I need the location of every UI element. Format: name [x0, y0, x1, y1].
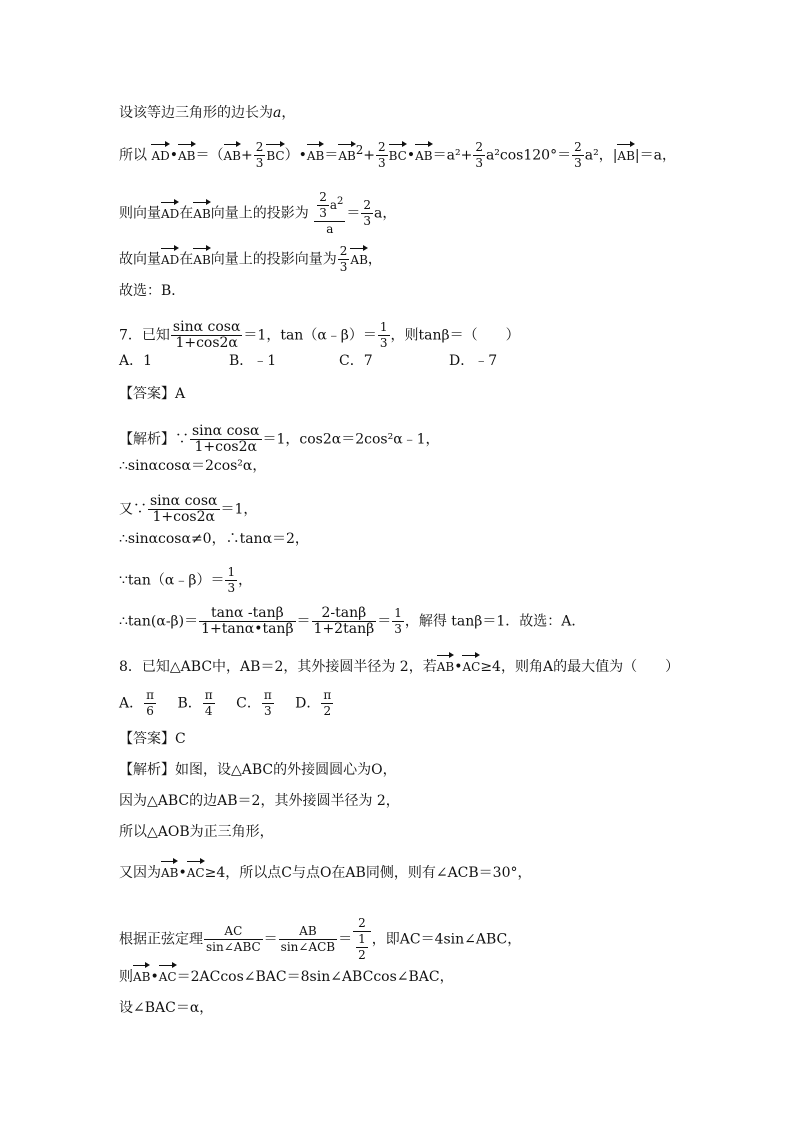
text: a²cos120°	[485, 147, 558, 164]
solution-8-line7	[119, 999, 213, 1017]
line-projection-vector	[119, 244, 382, 275]
fraction-2-3: $\frac{2}{3}$	[255, 140, 264, 170]
vector-ab: AB	[338, 141, 355, 165]
text: 根据正弦定理	[119, 931, 203, 948]
solution-7-line2	[119, 457, 266, 475]
text: ＝2ACcos∠BAC＝8sin∠ABCcos∠BAC，	[176, 969, 454, 985]
fraction-2-tan: $\frac{2-\tan\beta}{1+2\tan\beta}$	[313, 605, 375, 637]
question-8-options	[119, 688, 334, 719]
dot: •	[298, 147, 307, 164]
text: ∵tan（α﹣β）＝	[119, 572, 225, 589]
text: 向量上的投影向量为	[210, 251, 337, 268]
plus: +	[240, 147, 253, 164]
text: 【答案】C	[119, 731, 186, 747]
option-d: D．﹣7	[449, 353, 498, 369]
text: 故向量	[119, 251, 161, 268]
line-projection	[119, 190, 396, 237]
vector-bc: BC	[266, 141, 284, 165]
fraction-2-3: $\frac{2}{3}$	[377, 140, 386, 170]
vector-ab: AB	[415, 141, 432, 165]
text: 所以△AOB为正三角形，	[119, 824, 274, 840]
text: ≥4，所以点C与点O在AB同侧，则有∠ACB＝30°，	[204, 865, 532, 881]
solution-7-line5	[119, 565, 252, 596]
option-d-value: $\frac{\pi}{2}$	[323, 688, 332, 718]
vector-ab: AB	[133, 962, 150, 986]
text: 向量上的投影为	[210, 205, 309, 222]
text: ≥4，则角A的最大值为（ ）	[480, 659, 680, 675]
fraction-2-3: $\frac{2}{3}$	[475, 140, 483, 170]
eq: ＝	[338, 931, 353, 948]
text: ＝1，cos2α＝2cos²α﹣1，	[262, 431, 440, 448]
sup: 2	[355, 142, 364, 157]
text: a，	[374, 205, 397, 222]
question-7	[119, 320, 520, 351]
text: 【答案】A	[119, 386, 186, 402]
vector-ab: AB	[193, 245, 210, 269]
text: 8．已知△ABC中，AB＝2，其外接圆半径为 2，若	[119, 659, 437, 675]
question-7-options	[119, 352, 559, 370]
solution-8-line2	[119, 792, 400, 810]
vector-ad: AD	[151, 141, 169, 165]
answer-8	[119, 730, 186, 748]
dot: •	[150, 969, 159, 985]
text: 【解析】∵	[119, 431, 189, 448]
rp: ）	[284, 147, 299, 164]
fraction-1-3: $\frac{1}{3}$	[227, 565, 236, 595]
fraction-sincos: $\frac{\text{sinα cosα}}{1+\cos 2\alpha}$	[150, 493, 218, 525]
text: ，即AC＝4sin∠ABC，	[371, 931, 522, 948]
fraction-sincos: $\frac{\text{sinα cosα}}{1+\cos 2\alpha}$	[172, 319, 241, 351]
text: 【解析】如图，设△ABC的外接圆圆心为O，	[119, 762, 397, 778]
vector-ab: AB	[617, 141, 634, 165]
option-b: B．﹣1	[229, 353, 277, 369]
fraction-ab: AB sin∠ACB	[280, 924, 336, 954]
vector-bc: BC	[389, 141, 407, 165]
vector-ab: AB	[193, 199, 210, 223]
option-a-label: A．	[119, 695, 144, 712]
text: 在	[179, 251, 194, 268]
vector-ad: AD	[161, 199, 179, 223]
option-c-label: C．	[236, 695, 261, 712]
solution-8-line5	[119, 916, 521, 963]
option-a-value: $\frac{\pi}{6}$	[146, 688, 155, 718]
vector-ad: AD	[161, 245, 179, 269]
solution-7-line6	[119, 606, 585, 637]
text: tan(α-β)＝	[127, 613, 199, 630]
text: ，解得 tanβ＝1．故选：A．	[404, 613, 586, 630]
text: ，则tanβ＝（ ）	[390, 327, 520, 344]
eq: ＝	[195, 147, 210, 164]
vector-ab: AB	[307, 141, 324, 165]
solution-7-line1	[119, 424, 440, 455]
fraction-1-3: $\frac{1}{3}$	[379, 320, 388, 350]
plus: +	[363, 147, 375, 164]
fraction-sincos: $\frac{\text{sinα cosα}}{1+\cos 2\alpha}$	[192, 423, 260, 455]
option-b-value: $\frac{\pi}{4}$	[204, 688, 213, 718]
vector-ac: AC	[159, 962, 177, 986]
lp: （	[209, 147, 224, 164]
text: 则向量	[119, 205, 161, 222]
line-choice	[119, 282, 185, 300]
text: ，	[281, 105, 296, 121]
text: 又∵	[119, 501, 147, 518]
text: ＝1，	[220, 501, 258, 518]
dot: •	[178, 865, 187, 881]
text: |＝a，	[634, 147, 676, 164]
text: 因为△ABC的边AB＝2，其外接圆半径为 2，	[119, 793, 400, 809]
text: ∴sinαcosα≠0，∴tanα＝2，	[119, 531, 309, 547]
option-d-label: D．	[295, 695, 321, 712]
solution-8-line6	[119, 962, 454, 986]
eq: ＝	[432, 147, 447, 164]
eq: ＝	[346, 205, 361, 222]
text: 则	[119, 969, 133, 985]
text: a²+	[446, 147, 473, 164]
var-a: a	[273, 105, 282, 121]
text: 设该等边三角形的边长为	[119, 105, 273, 121]
text: 故选：B．	[119, 283, 186, 299]
solution-7-line4	[119, 530, 309, 548]
text: ，	[238, 572, 253, 589]
text: 设∠BAC＝α，	[119, 1000, 214, 1016]
eq: ＝	[296, 613, 311, 630]
option-b-label: B．	[177, 695, 202, 712]
fraction-tan: $\frac{\tan\alpha -\tan\beta}{1+\tan\alpha•\tan\beta}$	[201, 605, 294, 637]
text: ∴	[119, 613, 128, 630]
dot: •	[169, 147, 179, 164]
fraction-1-3: $\frac{1}{3}$	[394, 606, 402, 636]
fraction-2-over-half: $\frac{2}{\frac{1}{2}}$	[353, 916, 371, 963]
fraction-2-3: $\frac{2}{3}$	[363, 198, 372, 228]
solution-8-line4	[119, 858, 532, 882]
text: a²，|	[584, 147, 618, 164]
text: ，	[367, 251, 382, 268]
option-c-value: $\frac{\pi}{3}$	[263, 688, 272, 718]
fraction-ac: AC sin∠ABC	[206, 924, 261, 954]
answer-7	[119, 385, 185, 403]
fraction-2-3: $\frac{2}{3}$	[574, 140, 582, 170]
solution-8-line3	[119, 823, 274, 841]
fraction-2-3: $\frac{2}{3}$	[339, 244, 348, 274]
vector-ac: AC	[187, 858, 205, 882]
eq: ＝	[377, 613, 392, 630]
text: 在	[179, 205, 194, 222]
text: 所以	[119, 147, 147, 164]
solution-7-line3	[119, 494, 257, 525]
vector-ac: AC	[462, 652, 480, 676]
dot: •	[406, 147, 416, 164]
vector-ab: AB	[224, 141, 241, 165]
text: ∴sinαcosα＝2cos²α，	[119, 458, 267, 474]
line-side-length	[119, 104, 295, 122]
fraction-projection: $\frac{2}{3}$ $a^2$ a	[314, 190, 345, 237]
vector-ab: AB	[437, 652, 454, 676]
eq: ＝	[557, 147, 572, 164]
solution-8-line1	[119, 761, 397, 779]
option-c: C．7	[339, 353, 373, 369]
vector-ab: AB	[178, 141, 195, 165]
text: 又因为	[119, 865, 161, 881]
text: ＝1，tan（α﹣β）＝	[243, 327, 377, 344]
eq: ＝	[263, 931, 278, 948]
text: 7．已知	[119, 327, 170, 344]
dot: •	[454, 659, 463, 675]
eq: ＝	[324, 147, 339, 164]
vector-ab: AB	[350, 245, 367, 269]
line-dot-product	[119, 140, 676, 171]
option-a: A．1	[119, 353, 153, 369]
vector-ab: AB	[161, 858, 178, 882]
question-8	[119, 652, 679, 676]
